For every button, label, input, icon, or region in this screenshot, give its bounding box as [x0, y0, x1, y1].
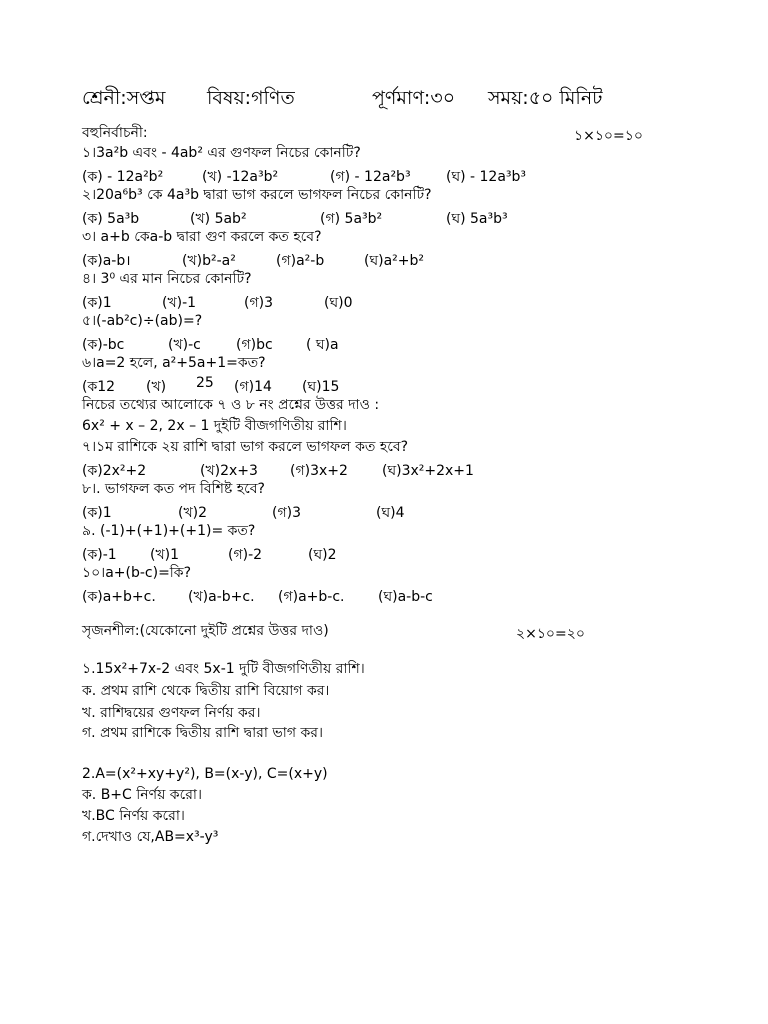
option: 25: [196, 375, 214, 391]
options-5: [82, 333, 602, 351]
option: (গ)a+b-c.: [278, 589, 345, 605]
creative-marks: ২×১০=২০: [516, 626, 585, 642]
question-5: ৫।(-ab²c)÷(ab)=?: [82, 313, 203, 329]
question-6: ৬।a=2 হলে, a²+5a+1=কত?: [82, 355, 266, 371]
options-1: [82, 165, 602, 183]
full-marks-label: পূর্ণমাণ:৩০: [372, 87, 456, 109]
option: (খ)1: [150, 547, 180, 563]
question-2: ২।20a⁶b³ কে 4a³b দ্বারা ভাগ করলে ভাগফল নিচের কোনটি?: [82, 187, 432, 203]
option: (গ)3x+2: [290, 463, 348, 479]
problem-2-part-b: খ.BC নির্ণয় করো।: [82, 808, 185, 824]
option: (ঘ)2: [308, 547, 337, 563]
option: (ঘ)4: [376, 505, 405, 521]
problem-2-part-c: গ.দেখাও যে,AB=x³-y³: [82, 829, 219, 845]
mcq-title: বহুনির্বাচনী:: [82, 125, 148, 141]
option: (গ)a²-b: [276, 253, 325, 269]
option: (খ) -12a³b²: [202, 169, 279, 185]
option: ( ঘ)a: [306, 337, 339, 353]
options-6: [82, 375, 602, 393]
options-9: [82, 543, 602, 561]
option: (ক)-1: [82, 547, 117, 563]
option: (খ) 5ab²: [190, 211, 247, 227]
option: (ক) 5a³b: [82, 211, 140, 227]
subject-label: বিষয়:গণিত: [207, 87, 295, 109]
option: (খ)-c: [168, 337, 201, 353]
option: (ক) - 12a²b²: [82, 169, 164, 185]
option: (ক)a-b।: [82, 253, 131, 269]
option: (ক)a+b+c.: [82, 589, 156, 605]
options-3: [82, 249, 602, 267]
question-10: ১০।a+(b-c)=কি?: [82, 565, 192, 581]
question-9: ৯. (-1)+(+1)+(+1)= কত?: [82, 523, 256, 539]
option: (গ) 5a³b²: [320, 211, 383, 227]
option: (খ)b²-a²: [182, 253, 236, 269]
option: (ঘ)15: [302, 379, 340, 395]
question-3: ৩। a+b কেa-b দ্বারা গুণ করলে কত হবে?: [82, 229, 322, 245]
option: (ঘ)a-b-c: [378, 589, 433, 605]
class-label: শ্রেনী:সপ্তম: [82, 87, 166, 109]
option: (খ)2: [178, 505, 208, 521]
options-4: [82, 291, 602, 309]
option: (ক12: [82, 379, 116, 395]
option: (ক)-bc: [82, 337, 125, 353]
options-2: [82, 207, 602, 225]
question-4: ৪। 3⁰ এর মান নিচের কোনটি?: [82, 271, 252, 287]
problem-1-part-b: খ. রাশিদ্বয়ের গুণফল নির্ণয় কর।: [82, 705, 261, 721]
option: (ঘ) 5a³b³: [446, 211, 508, 227]
options-10: [82, 585, 602, 603]
option: (খ)a-b+c.: [188, 589, 255, 605]
info-line: নিচের তথ্যের আলোকে ৭ ও ৮ নং প্রশ্নের উত্তর দাও :: [82, 397, 380, 413]
option: (গ) - 12a²b³: [330, 169, 411, 185]
option: (খ)2x+3: [200, 463, 258, 479]
problem-1-part-a: ক. প্রথম রাশি থেকে দ্বিতীয় রাশি বিয়োগ কর।: [82, 683, 330, 699]
option: (গ)14: [234, 379, 272, 395]
option: (গ)bc: [236, 337, 273, 353]
problem-2-stem: 2.A=(x²+xy+y²), B=(x-y), C=(x+y): [82, 766, 328, 782]
option: (খ)-1: [162, 295, 197, 311]
option: (গ)-2: [228, 547, 263, 563]
option: (ক)1: [82, 505, 112, 521]
problem-2-part-a: ক. B+C নির্ণয় করো।: [82, 787, 202, 803]
option: (ক)1: [82, 295, 112, 311]
option: (ঘ)0: [324, 295, 353, 311]
creative-title: সৃজনশীল:(যেকোনো দুইটি প্রশ্নের উত্তর দাও): [82, 623, 329, 639]
mcq-marks: ১×১০=১০: [574, 128, 643, 144]
question-1: ১।3a²b এবং - 4ab² এর গুণফল নিচের কোনটি?: [82, 145, 361, 161]
problem-1-part-c: গ. প্রথম রাশিকে দ্বিতীয় রাশি দ্বারা ভাগ কর।: [82, 725, 323, 741]
info-expression: 6x² + x – 2, 2x – 1 দুইটি বীজগণিতীয় রাশি।: [82, 418, 347, 434]
option: (ঘ) - 12a³b³: [446, 169, 527, 185]
question-7: ৭।১ম রাশিকে ২য় রাশি দ্বারা ভাগ করলে ভাগফল কত হবে?: [82, 439, 409, 455]
paper-header: [82, 84, 612, 114]
option: (ঘ)a²+b²: [364, 253, 424, 269]
question-8: ৮।. ভাগফল কত পদ বিশিষ্ট হবে?: [82, 481, 265, 497]
option: (ঘ)3x²+2x+1: [382, 463, 474, 479]
options-8: [82, 501, 602, 519]
option: (খ): [146, 379, 167, 395]
options-7: [82, 459, 602, 477]
problem-1-stem: ১.15x²+7x-2 এবং 5x-1 দুটি বীজগণিতীয় রাশি।: [82, 661, 365, 677]
option: (ক)2x²+2: [82, 463, 147, 479]
option: (গ)3: [244, 295, 274, 311]
time-label: সময়:৫০ মিনিট: [488, 87, 603, 109]
option: (গ)3: [272, 505, 302, 521]
